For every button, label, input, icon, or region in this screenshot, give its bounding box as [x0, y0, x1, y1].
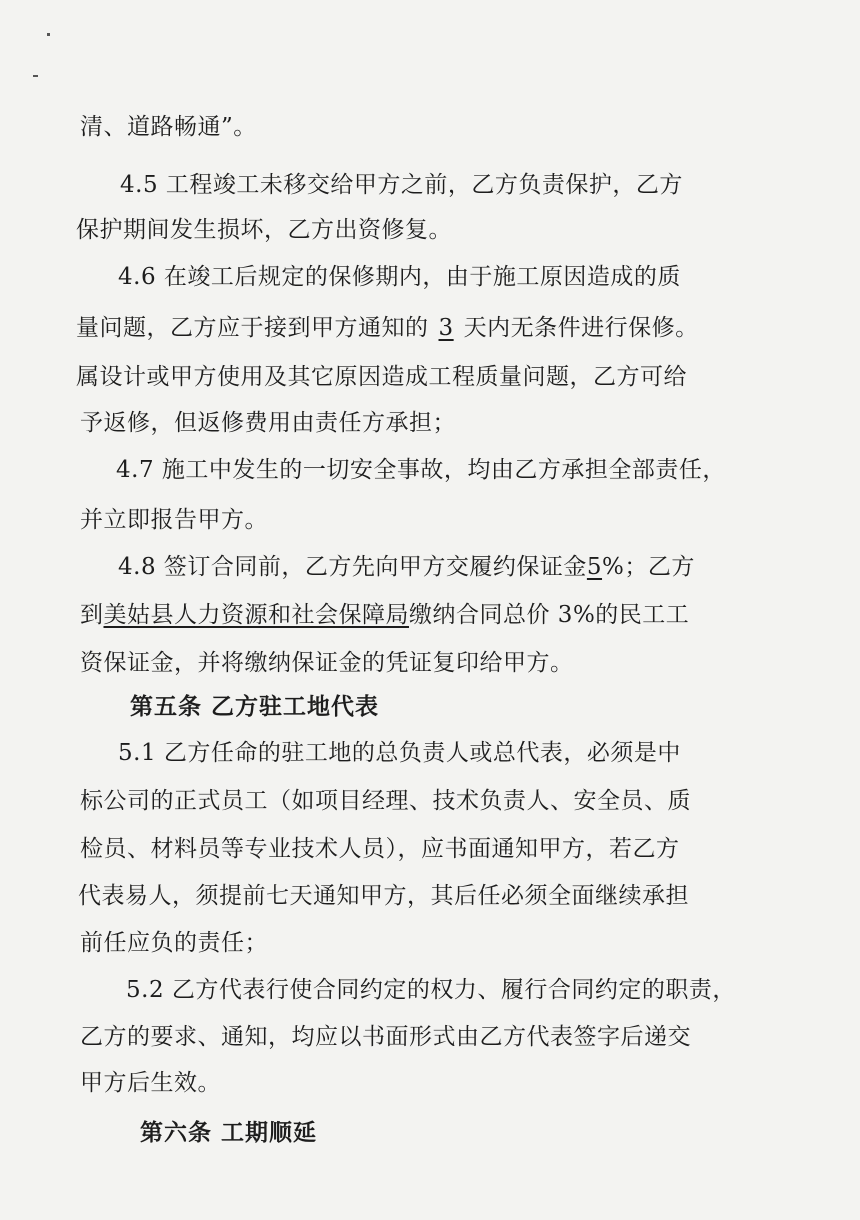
- text-line: 属设计或甲方使用及其它原因造成工程质量问题，乙方可给: [76, 364, 687, 390]
- text-line: 标公司的正式员工（如项目经理、技术负责人、安全员、质: [80, 788, 691, 814]
- text-segment: 缴纳合同总价 3%的民工工: [409, 602, 690, 628]
- text-line: 前任应负的责任；: [80, 930, 268, 956]
- text-line: [80, 600, 689, 630]
- text-line: 代表易人，须提前七天通知甲方，其后任必须全面继续承担: [78, 883, 689, 909]
- section-heading: 第五条 乙方驻工地代表: [130, 693, 380, 720]
- text-line: 予返修，但返修费用由责任方承担；: [80, 410, 456, 436]
- underlined-value: 3: [438, 315, 454, 341]
- text-segment: %；乙方: [602, 554, 695, 580]
- text-line: 检员、材料员等专业技术人员），应书面通知甲方，若乙方: [80, 836, 680, 862]
- text-line: 5.2 乙方代表行使合同约定的权力、履行合同约定的职责，: [126, 977, 736, 1003]
- underlined-value: 美姑县人力资源和社会保障局: [103, 602, 409, 628]
- text-line: 乙方的要求、通知，均应以书面形式由乙方代表签字后递交: [80, 1024, 691, 1050]
- underlined-value: 5: [586, 554, 603, 580]
- text-line: 保护期间发生损坏，乙方出资修复。: [76, 217, 452, 243]
- text-line: 5.1 乙方任命的驻工地的总负责人或总代表，必须是中: [118, 740, 681, 766]
- text-segment: 4.8 签订合同前，乙方先向甲方交履约保证金: [118, 554, 587, 580]
- scan-speck: [33, 75, 38, 77]
- text-segment: 量问题，乙方应于接到甲方通知的: [76, 315, 429, 341]
- text-line: 4.7 施工中发生的一切安全事故，均由乙方承担全部责任，: [116, 457, 726, 483]
- text-line: 4.6 在竣工后规定的保修期内，由于施工原因造成的质: [118, 264, 681, 290]
- section-heading: 第六条 工期顺延: [140, 1119, 318, 1146]
- text-line: 并立即报告甲方。: [80, 507, 268, 533]
- text-segment: 到: [80, 602, 104, 628]
- text-line: [76, 313, 699, 343]
- text-line: 资保证金，并将缴纳保证金的凭证复印给甲方。: [80, 650, 574, 676]
- text-line: 甲方后生效。: [80, 1070, 221, 1096]
- text-line: [118, 552, 695, 582]
- text-segment: 天内无条件进行保修。: [463, 315, 699, 341]
- scan-speck: [47, 33, 50, 36]
- text-line: 4.5 工程竣工未移交给甲方之前，乙方负责保护，乙方: [120, 172, 683, 198]
- text-line: 清、道路畅通”。: [80, 114, 257, 140]
